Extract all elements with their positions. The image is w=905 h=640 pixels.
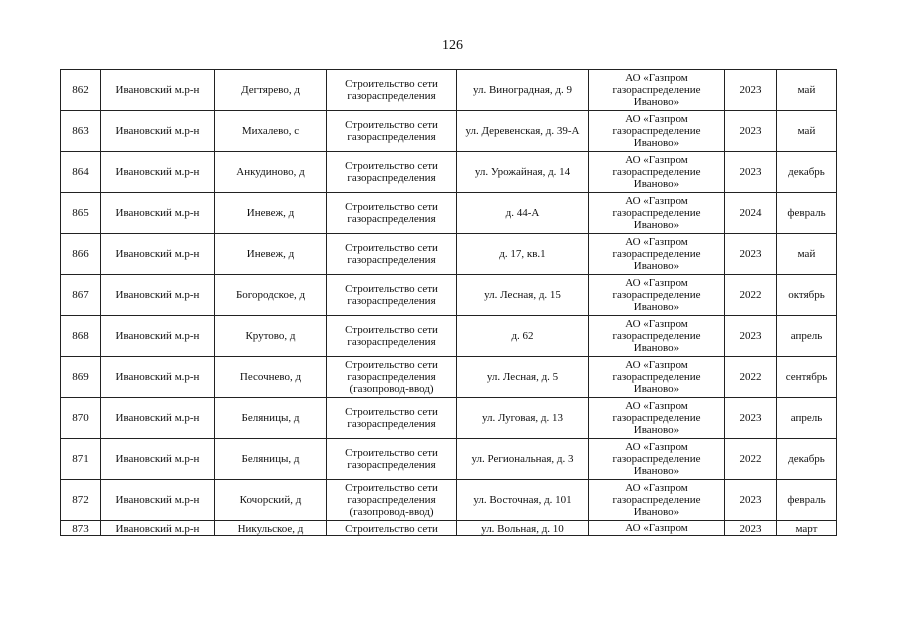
- cell-address: д. 17, кв.1: [457, 234, 589, 275]
- cell-work: Строительство сети газораспределения: [327, 439, 457, 480]
- cell-year: 2023: [725, 234, 777, 275]
- table-row: [61, 357, 837, 398]
- cell-month: декабрь: [777, 152, 837, 193]
- cell-num: 866: [61, 234, 101, 275]
- cell-month: март: [777, 521, 837, 536]
- cell-org: АО «Газпром газораспределение Иваново»: [589, 152, 725, 193]
- cell-num: 873: [61, 521, 101, 536]
- cell-month: февраль: [777, 480, 837, 521]
- cell-work: Строительство сети газораспределения: [327, 70, 457, 111]
- table-row: [61, 480, 837, 521]
- cell-address: ул. Восточная, д. 101: [457, 480, 589, 521]
- cell-org: АО «Газпром газораспределение Иваново»: [589, 70, 725, 111]
- cell-month: октябрь: [777, 275, 837, 316]
- cell-work: Строительство сети газораспределения: [327, 316, 457, 357]
- cell-address: ул. Вольная, д. 10: [457, 521, 589, 536]
- cell-district: Ивановский м.р-н: [101, 398, 215, 439]
- cell-org: АО «Газпром газораспределение Иваново»: [589, 398, 725, 439]
- cell-num: 867: [61, 275, 101, 316]
- cell-locality: Богородское, д: [215, 275, 327, 316]
- cell-work: Строительство сети газораспределения: [327, 111, 457, 152]
- cell-num: 865: [61, 193, 101, 234]
- cell-num: 862: [61, 70, 101, 111]
- cell-org: АО «Газпром газораспределение Иваново»: [589, 111, 725, 152]
- cell-locality: Никульское, д: [215, 521, 327, 536]
- cell-work: Строительство сети газораспределения: [327, 275, 457, 316]
- cell-num: 864: [61, 152, 101, 193]
- cell-org: АО «Газпром газораспределение Иваново»: [589, 316, 725, 357]
- cell-address: ул. Лесная, д. 5: [457, 357, 589, 398]
- cell-locality: Анкудиново, д: [215, 152, 327, 193]
- cell-address: ул. Лесная, д. 15: [457, 275, 589, 316]
- cell-year: 2022: [725, 439, 777, 480]
- cell-org: АО «Газпром газораспределение Иваново»: [589, 275, 725, 316]
- cell-org: АО «Газпром газораспределение Иваново»: [589, 193, 725, 234]
- cell-year: 2023: [725, 70, 777, 111]
- cell-district: Ивановский м.р-н: [101, 357, 215, 398]
- cell-num: 872: [61, 480, 101, 521]
- table-row: [61, 70, 837, 111]
- cell-year: 2024: [725, 193, 777, 234]
- cell-work: Строительство сети газораспределения (газопровод-ввод): [327, 480, 457, 521]
- cell-num: 868: [61, 316, 101, 357]
- cell-district: Ивановский м.р-н: [101, 234, 215, 275]
- cell-org: АО «Газпром газораспределение Иваново»: [589, 357, 725, 398]
- cell-locality: Крутово, д: [215, 316, 327, 357]
- cell-locality: Дегтярево, д: [215, 70, 327, 111]
- page-number: 126: [442, 38, 463, 53]
- cell-year: 2023: [725, 521, 777, 536]
- cell-locality: Песочнево, д: [215, 357, 327, 398]
- cell-district: Ивановский м.р-н: [101, 439, 215, 480]
- cell-year: 2023: [725, 398, 777, 439]
- cell-district: Ивановский м.р-н: [101, 111, 215, 152]
- cell-locality: Беляницы, д: [215, 439, 327, 480]
- gasification-table: [60, 69, 837, 536]
- cell-month: декабрь: [777, 439, 837, 480]
- cell-address: ул. Луговая, д. 13: [457, 398, 589, 439]
- cell-address: д. 62: [457, 316, 589, 357]
- cell-work: Строительство сети: [327, 521, 457, 536]
- cell-address: ул. Виноградная, д. 9: [457, 70, 589, 111]
- cell-year: 2023: [725, 152, 777, 193]
- table-row: [61, 521, 837, 536]
- cell-address: ул. Деревенская, д. 39-А: [457, 111, 589, 152]
- cell-work: Строительство сети газораспределения: [327, 398, 457, 439]
- cell-org: АО «Газпром газораспределение Иваново»: [589, 439, 725, 480]
- table-row: [61, 234, 837, 275]
- cell-org: АО «Газпром: [589, 521, 725, 536]
- table-row: [61, 111, 837, 152]
- table-row: [61, 275, 837, 316]
- cell-num: 871: [61, 439, 101, 480]
- cell-org: АО «Газпром газораспределение Иваново»: [589, 480, 725, 521]
- cell-address: ул. Региональная, д. 3: [457, 439, 589, 480]
- cell-district: Ивановский м.р-н: [101, 70, 215, 111]
- cell-org: АО «Газпром газораспределение Иваново»: [589, 234, 725, 275]
- cell-locality: Беляницы, д: [215, 398, 327, 439]
- cell-month: апрель: [777, 398, 837, 439]
- cell-num: 870: [61, 398, 101, 439]
- cell-work: Строительство сети газораспределения: [327, 193, 457, 234]
- table-row: [61, 152, 837, 193]
- cell-district: Ивановский м.р-н: [101, 152, 215, 193]
- table-row: [61, 193, 837, 234]
- cell-locality: Иневеж, д: [215, 193, 327, 234]
- cell-num: 863: [61, 111, 101, 152]
- cell-work: Строительство сети газораспределения: [327, 152, 457, 193]
- cell-year: 2022: [725, 275, 777, 316]
- cell-district: Ивановский м.р-н: [101, 275, 215, 316]
- cell-month: май: [777, 111, 837, 152]
- cell-month: май: [777, 234, 837, 275]
- cell-district: Ивановский м.р-н: [101, 316, 215, 357]
- cell-district: Ивановский м.р-н: [101, 521, 215, 536]
- cell-work: Строительство сети газораспределения: [327, 234, 457, 275]
- table-row: [61, 398, 837, 439]
- cell-year: 2023: [725, 480, 777, 521]
- cell-district: Ивановский м.р-н: [101, 480, 215, 521]
- cell-work: Строительство сети газораспределения (газопровод-ввод): [327, 357, 457, 398]
- cell-month: май: [777, 70, 837, 111]
- cell-year: 2023: [725, 316, 777, 357]
- cell-locality: Иневеж, д: [215, 234, 327, 275]
- cell-year: 2022: [725, 357, 777, 398]
- cell-month: апрель: [777, 316, 837, 357]
- table-row: [61, 439, 837, 480]
- table-row: [61, 316, 837, 357]
- cell-month: февраль: [777, 193, 837, 234]
- cell-locality: Михалево, с: [215, 111, 327, 152]
- cell-num: 869: [61, 357, 101, 398]
- cell-address: ул. Урожайная, д. 14: [457, 152, 589, 193]
- cell-month: сентябрь: [777, 357, 837, 398]
- cell-district: Ивановский м.р-н: [101, 193, 215, 234]
- cell-year: 2023: [725, 111, 777, 152]
- cell-address: д. 44-А: [457, 193, 589, 234]
- cell-locality: Кочорский, д: [215, 480, 327, 521]
